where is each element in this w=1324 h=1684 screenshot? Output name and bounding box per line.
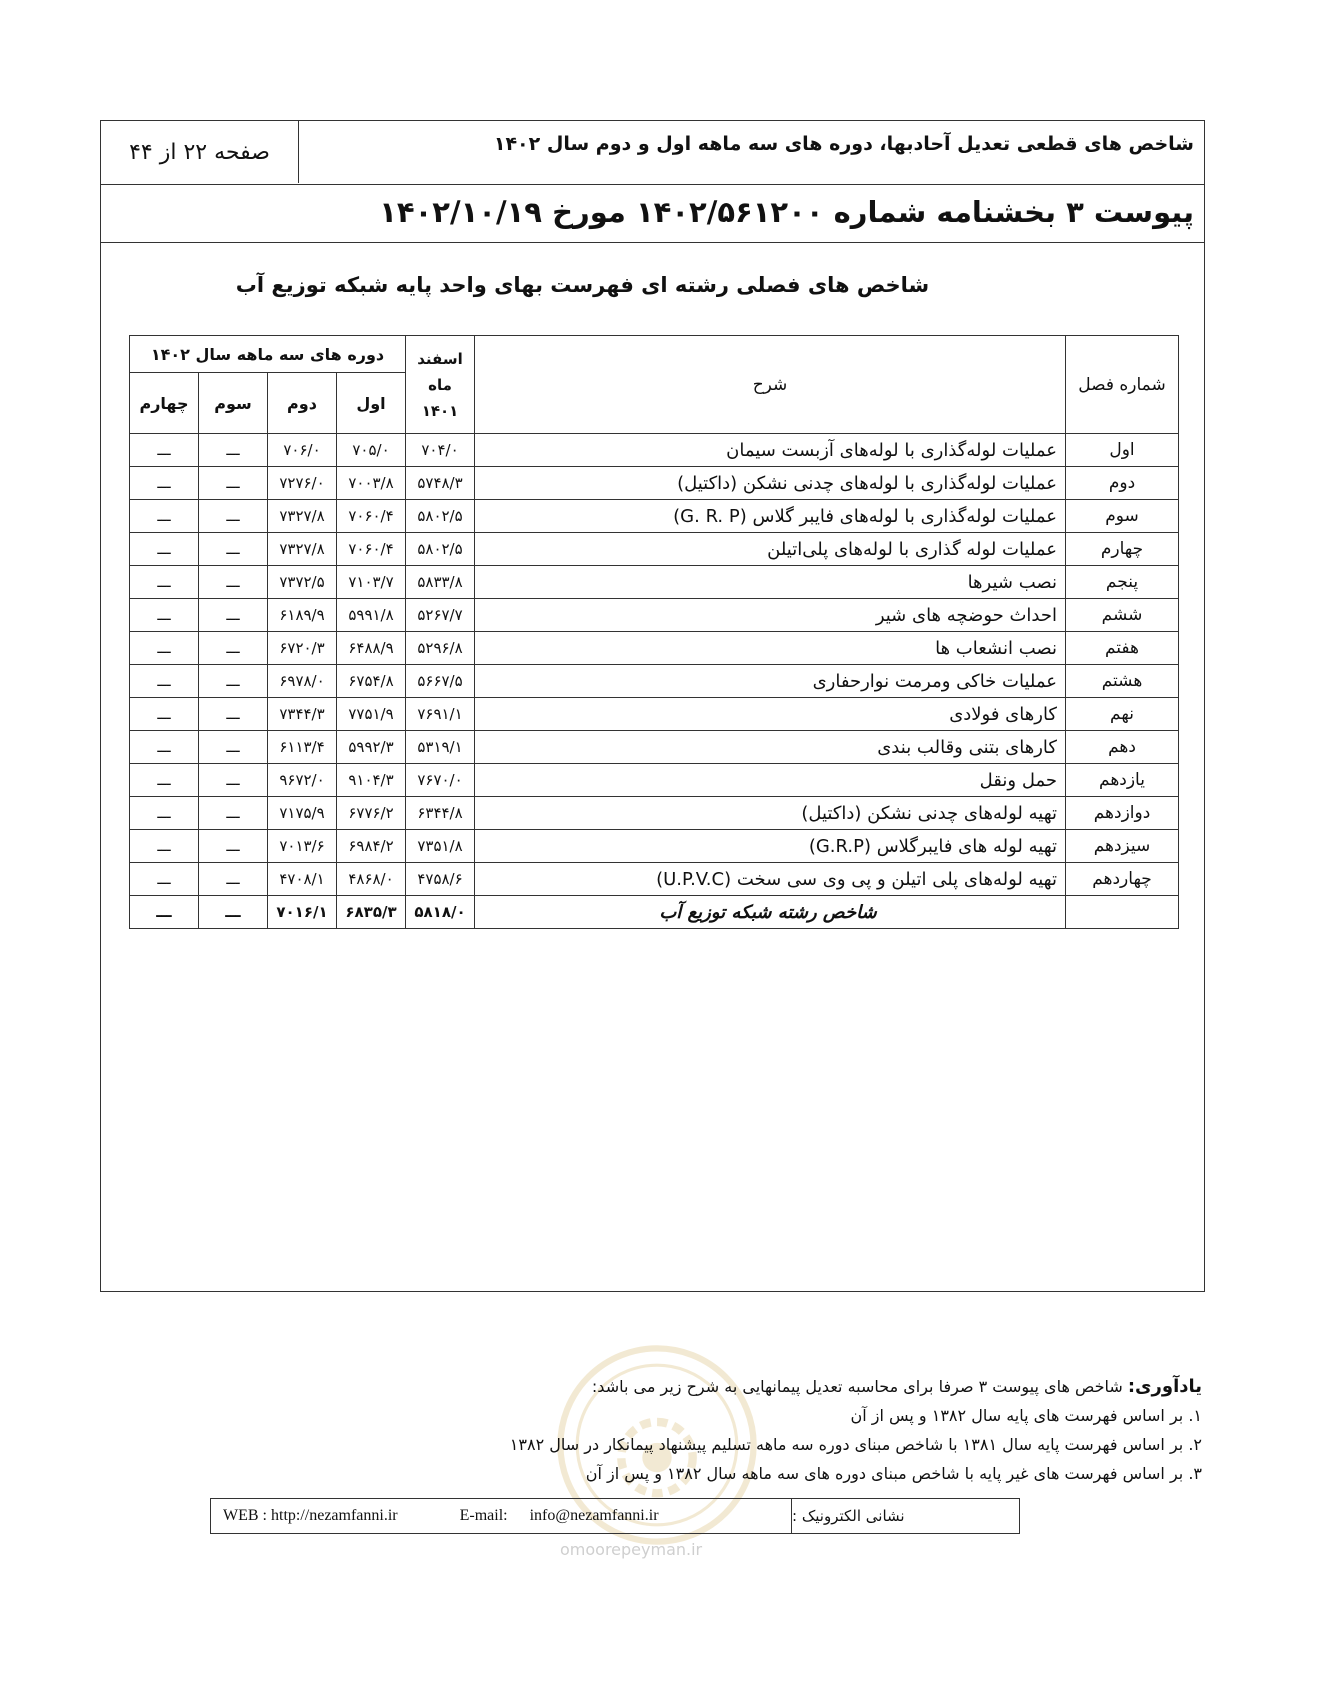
table-row bbox=[130, 533, 1179, 566]
q2-value-cell: ۷۰۶/۰ bbox=[268, 434, 337, 467]
table-title: شاخص های فصلی رشته ای فهرست بهای واحد پایه شبکه توزیع آب bbox=[235, 273, 930, 297]
q3-value-cell: ـــ bbox=[199, 566, 268, 599]
q3-value-cell: ـــ bbox=[199, 698, 268, 731]
q3-value-cell: ـــ bbox=[199, 632, 268, 665]
description-cell: تهیه لوله‌های چدنی نشکن (داکتیل) bbox=[475, 797, 1066, 830]
q4-value-cell: ـــ bbox=[130, 632, 199, 665]
header-title: شاخص های قطعی تعدیل آحادبها، دوره های سه ماهه اول و دوم سال ۱۴۰۲ bbox=[493, 133, 1194, 155]
chapter-cell: هشتم bbox=[1066, 665, 1179, 698]
q3-value-cell: ـــ bbox=[199, 764, 268, 797]
description-cell: نصب انشعاب ها bbox=[475, 632, 1066, 665]
table-body bbox=[130, 434, 1179, 929]
esfand-value-cell: ۷۳۵۱/۸ bbox=[406, 830, 475, 863]
description-cell: عملیات لوله‌گذاری با لوله‌های چدنی نشکن (داکتیل) bbox=[475, 467, 1066, 500]
q4-value-cell: ـــ bbox=[130, 599, 199, 632]
page-frame bbox=[100, 120, 1205, 1292]
esfand-value-cell: ۵۶۶۷/۵ bbox=[406, 665, 475, 698]
col-q2-header: دوم bbox=[268, 373, 337, 434]
q3-value-cell: ـــ bbox=[199, 665, 268, 698]
table-row bbox=[130, 698, 1179, 731]
notice-row bbox=[101, 185, 1204, 243]
table-row bbox=[130, 665, 1179, 698]
q3-value-cell: ـــ bbox=[199, 533, 268, 566]
total-label: شاخص رشته شبکه توزیع آب bbox=[475, 896, 1066, 929]
esfand-value-cell: ۵۸۳۳/۸ bbox=[406, 566, 475, 599]
q1-value-cell: ۶۴۸۸/۹ bbox=[337, 632, 406, 665]
esfand-value-cell: ۷۶۷۰/۰ bbox=[406, 764, 475, 797]
header-row bbox=[101, 121, 1204, 185]
q4-value-cell: ـــ bbox=[130, 665, 199, 698]
note-heading: یادآوری: bbox=[1127, 1376, 1202, 1397]
q3-value-cell: ـــ bbox=[199, 500, 268, 533]
col-q4-header: چهارم bbox=[130, 373, 199, 434]
q2-value-cell: ۷۳۴۴/۳ bbox=[268, 698, 337, 731]
esfand-value-cell: ۵۷۴۸/۳ bbox=[406, 467, 475, 500]
total-q4: ـــ bbox=[130, 896, 199, 929]
esfand-value-cell: ۵۸۰۲/۵ bbox=[406, 500, 475, 533]
description-cell: تهیه لوله های فایبرگلاس (G.R.P) bbox=[475, 830, 1066, 863]
table-row bbox=[130, 467, 1179, 500]
website-link[interactable]: WEB : http://nezamfanni.ir bbox=[223, 1507, 398, 1524]
email-link[interactable]: info@nezamfanni.ir bbox=[529, 1507, 659, 1524]
chapter-cell: نهم bbox=[1066, 698, 1179, 731]
esfand-value-cell: ۵۲۹۶/۸ bbox=[406, 632, 475, 665]
q2-value-cell: ۷۳۲۷/۸ bbox=[268, 533, 337, 566]
q4-value-cell: ـــ bbox=[130, 566, 199, 599]
q1-value-cell: ۵۹۹۲/۳ bbox=[337, 731, 406, 764]
chapter-cell: پنجم bbox=[1066, 566, 1179, 599]
table-row bbox=[130, 830, 1179, 863]
note-item: ۳. بر اساس فهرست های غیر پایه با شاخص مبنای دوره های سه ماهه سال ۱۳۸۲ و پس از آن bbox=[585, 1464, 1202, 1483]
q1-value-cell: ۶۷۵۴/۸ bbox=[337, 665, 406, 698]
q4-value-cell: ـــ bbox=[130, 533, 199, 566]
q2-value-cell: ۶۱۸۹/۹ bbox=[268, 599, 337, 632]
footer-links bbox=[211, 1499, 791, 1533]
q2-value-cell: ۷۱۷۵/۹ bbox=[268, 797, 337, 830]
q1-value-cell: ۷۰۵/۰ bbox=[337, 434, 406, 467]
q2-value-cell: ۹۶۷۲/۰ bbox=[268, 764, 337, 797]
esfand-value-cell: ۴۷۵۸/۶ bbox=[406, 863, 475, 896]
col-esfand-line1: اسفند ماه bbox=[417, 349, 463, 394]
col-chapter-header: شماره فصل bbox=[1066, 336, 1179, 434]
q2-value-cell: ۶۹۷۸/۰ bbox=[268, 665, 337, 698]
col-q1-header: اول bbox=[337, 373, 406, 434]
table-row bbox=[130, 599, 1179, 632]
q1-value-cell: ۹۱۰۴/۳ bbox=[337, 764, 406, 797]
chapter-cell: یازدهم bbox=[1066, 764, 1179, 797]
q4-value-cell: ـــ bbox=[130, 434, 199, 467]
q4-value-cell: ـــ bbox=[130, 467, 199, 500]
address-label: نشانی الکترونیک : bbox=[791, 1499, 1019, 1533]
notice-title: پیوست ۳ بخشنامه شماره ۱۴۰۲/۵۶۱۲۰۰ مورخ ۱۴۰۲/۱۰/۱۹ bbox=[379, 195, 1194, 229]
table-row bbox=[130, 434, 1179, 467]
q4-value-cell: ـــ bbox=[130, 731, 199, 764]
description-cell: عملیات لوله گذاری با لوله‌های پلی‌اتیلن bbox=[475, 533, 1066, 566]
description-cell: کارهای بتنی وقالب بندی bbox=[475, 731, 1066, 764]
chapter-cell: هفتم bbox=[1066, 632, 1179, 665]
q2-value-cell: ۷۳۲۷/۸ bbox=[268, 500, 337, 533]
table-row bbox=[130, 566, 1179, 599]
q1-value-cell: ۷۷۵۱/۹ bbox=[337, 698, 406, 731]
chapter-cell: چهارم bbox=[1066, 533, 1179, 566]
q3-value-cell: ـــ bbox=[199, 863, 268, 896]
chapter-cell: ششم bbox=[1066, 599, 1179, 632]
note-intro: شاخص های پیوست ۳ صرفا برای محاسبه تعدیل پیمانهایی به شرح زیر می باشد: bbox=[591, 1377, 1128, 1396]
q4-value-cell: ـــ bbox=[130, 830, 199, 863]
q1-value-cell: ۵۹۹۱/۸ bbox=[337, 599, 406, 632]
description-cell: عملیات لوله‌گذاری با لوله‌های آزبست سیمان bbox=[475, 434, 1066, 467]
chapter-cell: دوازدهم bbox=[1066, 797, 1179, 830]
footer-contact-box bbox=[210, 1498, 1020, 1534]
total-esfand: ۵۸۱۸/۰ bbox=[406, 896, 475, 929]
q1-value-cell: ۷۰۰۳/۸ bbox=[337, 467, 406, 500]
q4-value-cell: ـــ bbox=[130, 863, 199, 896]
q2-value-cell: ۶۱۱۳/۴ bbox=[268, 731, 337, 764]
col-q3-header: سوم bbox=[199, 373, 268, 434]
description-cell: حمل ونقل bbox=[475, 764, 1066, 797]
col-esfand-header bbox=[406, 336, 475, 434]
esfand-value-cell: ۵۲۶۷/۷ bbox=[406, 599, 475, 632]
table-row bbox=[130, 797, 1179, 830]
q4-value-cell: ـــ bbox=[130, 698, 199, 731]
q3-value-cell: ـــ bbox=[199, 731, 268, 764]
col-quarters-group-header: دوره های سه ماهه سال ۱۴۰۲ bbox=[130, 336, 406, 373]
note-intro-line bbox=[510, 1372, 1202, 1401]
chapter-cell: دهم bbox=[1066, 731, 1179, 764]
description-cell: عملیات لوله‌گذاری با لوله‌های فایبر گلاس (G. R. P) bbox=[475, 500, 1066, 533]
description-cell: نصب شیرها bbox=[475, 566, 1066, 599]
q3-value-cell: ـــ bbox=[199, 434, 268, 467]
description-cell: کارهای فولادی bbox=[475, 698, 1066, 731]
chapter-cell: اول bbox=[1066, 434, 1179, 467]
description-cell: تهیه لوله‌های پلی اتیلن و پی وی سی سخت (U.P.V.C) bbox=[475, 863, 1066, 896]
esfand-value-cell: ۶۳۴۴/۸ bbox=[406, 797, 475, 830]
col-esfand-line2: ۱۴۰۱ bbox=[421, 401, 459, 420]
q1-value-cell: ۶۷۷۶/۲ bbox=[337, 797, 406, 830]
q2-value-cell: ۴۷۰۸/۱ bbox=[268, 863, 337, 896]
table-row bbox=[130, 863, 1179, 896]
q2-value-cell: ۶۷۲۰/۳ bbox=[268, 632, 337, 665]
esfand-value-cell: ۵۸۰۲/۵ bbox=[406, 533, 475, 566]
q2-value-cell: ۷۳۷۲/۵ bbox=[268, 566, 337, 599]
total-q3: ـــ bbox=[199, 896, 268, 929]
q4-value-cell: ـــ bbox=[130, 797, 199, 830]
chapter-cell: دوم bbox=[1066, 467, 1179, 500]
q4-value-cell: ـــ bbox=[130, 764, 199, 797]
total-chapter-cell bbox=[1066, 896, 1179, 929]
q1-value-cell: ۷۰۶۰/۴ bbox=[337, 533, 406, 566]
col-desc-header: شرح bbox=[475, 336, 1066, 434]
page-number: صفحه ۲۲ از ۴۴ bbox=[101, 121, 299, 183]
q3-value-cell: ـــ bbox=[199, 467, 268, 500]
description-cell: احداث حوضچه های شیر bbox=[475, 599, 1066, 632]
watermark-text: omoorepeyman.ir bbox=[560, 1540, 703, 1559]
total-q2: ۷۰۱۶/۱ bbox=[268, 896, 337, 929]
q2-value-cell: ۷۲۷۶/۰ bbox=[268, 467, 337, 500]
q3-value-cell: ـــ bbox=[199, 797, 268, 830]
chapter-cell: سیزدهم bbox=[1066, 830, 1179, 863]
q1-value-cell: ۷۰۶۰/۴ bbox=[337, 500, 406, 533]
index-table bbox=[129, 335, 1179, 929]
q1-value-cell: ۷۱۰۳/۷ bbox=[337, 566, 406, 599]
q1-value-cell: ۶۹۸۴/۲ bbox=[337, 830, 406, 863]
chapter-cell: سوم bbox=[1066, 500, 1179, 533]
q3-value-cell: ـــ bbox=[199, 599, 268, 632]
note-item: ۱. بر اساس فهرست های پایه سال ۱۳۸۲ و پس از آن bbox=[850, 1406, 1202, 1425]
q3-value-cell: ـــ bbox=[199, 830, 268, 863]
total-row bbox=[130, 896, 1179, 929]
email-label: E-mail: bbox=[459, 1507, 508, 1524]
q4-value-cell: ـــ bbox=[130, 500, 199, 533]
q1-value-cell: ۴۸۶۸/۰ bbox=[337, 863, 406, 896]
total-q1: ۶۸۳۵/۳ bbox=[337, 896, 406, 929]
q2-value-cell: ۷۰۱۳/۶ bbox=[268, 830, 337, 863]
esfand-value-cell: ۷۰۴/۰ bbox=[406, 434, 475, 467]
table-row bbox=[130, 500, 1179, 533]
description-cell: عملیات خاکی ومرمت نوارحفاری bbox=[475, 665, 1066, 698]
table-row bbox=[130, 632, 1179, 665]
chapter-cell: چهاردهم bbox=[1066, 863, 1179, 896]
reminder-note bbox=[510, 1372, 1202, 1488]
table-row bbox=[130, 731, 1179, 764]
table-row bbox=[130, 764, 1179, 797]
note-item: ۲. بر اساس فهرست پایه سال ۱۳۸۱ با شاخص مبنای دوره سه ماهه تسلیم پیشنهاد پیمانکار در سال ۱۳۸۲ bbox=[509, 1435, 1202, 1454]
esfand-value-cell: ۷۶۹۱/۱ bbox=[406, 698, 475, 731]
esfand-value-cell: ۵۳۱۹/۱ bbox=[406, 731, 475, 764]
